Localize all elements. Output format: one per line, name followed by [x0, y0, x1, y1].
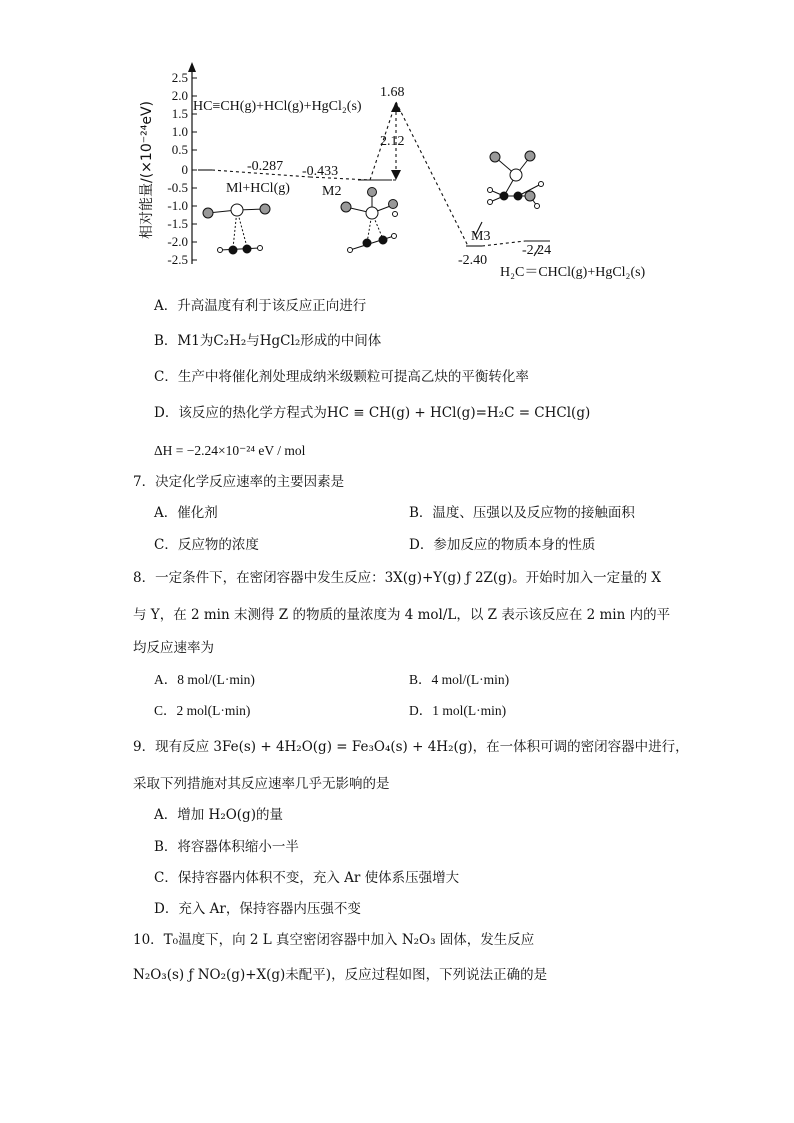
barrier-arrow-top — [391, 102, 401, 112]
q8-option-d: D．1 mol(L·min) — [409, 703, 507, 718]
q6-option-d: D．该反应的热化学方程式为HC ≡ CH(g) + HCl(g)=H₂C = CHCl(g) — [154, 405, 591, 421]
tick-label: -1.0 — [167, 198, 188, 213]
q9-option-d: D．充入 Ar，保持容器内压强不变 — [154, 901, 361, 917]
q9-option-c: C．保持容器内体积不变，充入 Ar 使体系压强增大 — [154, 870, 460, 886]
barrier-value: 2.12 — [380, 134, 405, 149]
molecule-m1-icon — [203, 204, 270, 254]
q8-stem-line2: 与 Y，在 2 min 末测得 Z 的物质的量浓度为 4 mol/L，以 Z 表示该反应在 2 min 内的平 — [133, 607, 671, 623]
q7-option-a: A．催化剂 — [154, 505, 218, 521]
m1-value: -0.287 — [247, 159, 284, 174]
q9-option-a: A．增加 H₂O(g)的量 — [154, 807, 283, 823]
tick-label: -2.0 — [167, 234, 188, 249]
molecule-m2-icon — [341, 188, 398, 253]
y-axis-label: 相对能量/(×10⁻²⁴eV) — [139, 101, 155, 239]
q8-option-c: C．2 mol(L·min) — [154, 703, 251, 718]
q7-option-b: B．温度、压强以及反应物的接触面积 — [409, 505, 635, 521]
q7-option-c: C．反应物的浓度 — [154, 537, 259, 553]
q8-stem-line1: 8．一定条件下，在密闭容器中发生反应：3X(g)+Y(g) ƒ 2Z(g)。开始时加入一定量的 X — [133, 570, 661, 586]
q10-stem-line1: 10．T₀温度下，向 2 L 真空密闭容器中加入 N₂O₃ 固体，发生反应 — [133, 932, 535, 948]
final-value: -2.24 — [522, 243, 552, 258]
reactants-label: HC≡CH(g)+HCl(g)+HgCl₂(s) — [193, 99, 362, 114]
q8-option-b: B．4 mol/(L·min) — [409, 672, 510, 687]
q10-stem-line2: N₂O₃(s) ƒ NO₂(g)+X(g)未配平)，反应过程如图，下列说法正确的是 — [133, 967, 548, 983]
tick-label: -2.5 — [167, 252, 188, 267]
q7-option-d: D．参加反应的物质本身的性质 — [409, 537, 596, 553]
m2-value: -0.433 — [302, 164, 339, 179]
q8-stem-line3: 均反应速率为 — [133, 640, 214, 656]
y-axis-arrow — [188, 62, 196, 72]
q9-stem-line2: 采取下列措施对其反应速率几乎无影响的是 — [133, 776, 390, 792]
tick-label: 0.5 — [171, 142, 188, 157]
m3-label: M3 — [471, 229, 491, 244]
y-tick-labels — [167, 70, 188, 267]
m2-label: M2 — [322, 184, 342, 199]
path-ts-m3 — [396, 102, 468, 246]
q9-stem-line1: 9．现有反应 3Fe(s) + 4H₂O(g) = Fe₃O₄(s) + 4H₂(g)，在一体积可调的密闭容器中进行， — [133, 739, 689, 755]
tick-label: -0.5 — [167, 180, 188, 195]
tick-label: 0 — [181, 162, 188, 177]
q6-option-c: C．生产中将催化剂处理成纳米级颗粒可提高乙炔的平衡转化率 — [154, 369, 529, 385]
barrier-arrow-bottom — [391, 170, 401, 180]
tick-label: 1.5 — [171, 106, 188, 121]
tick-label: 2.0 — [171, 88, 188, 103]
tick-label: 2.5 — [171, 70, 188, 85]
q7-stem: 7．决定化学反应速率的主要因素是 — [133, 474, 345, 490]
q6-option-a: A．升高温度有利于该反应正向进行 — [154, 298, 367, 314]
products-label: H₂C＝CHCl(g)+HgCl₂(s) — [500, 265, 646, 280]
tick-label: -1.5 — [167, 216, 188, 231]
q6-option-d-delta-h: ΔH = −2.24×10⁻²⁴ eV / mol — [154, 443, 306, 458]
molecule-m3-icon — [488, 151, 544, 209]
energy-profile-diagram — [130, 60, 690, 290]
q8-option-a: A．8 mol/(L·min) — [154, 672, 255, 687]
ts-value: 1.68 — [380, 85, 405, 100]
m3-value: -2.40 — [458, 253, 488, 268]
q6-option-b: B．M1为C₂H₂与HgCl₂形成的中间体 — [154, 333, 382, 349]
q9-option-b: B．将容器体积缩小一半 — [154, 839, 299, 855]
m1-label: Ml+HCl(g) — [226, 181, 290, 196]
tick-label: 1.0 — [171, 124, 188, 139]
